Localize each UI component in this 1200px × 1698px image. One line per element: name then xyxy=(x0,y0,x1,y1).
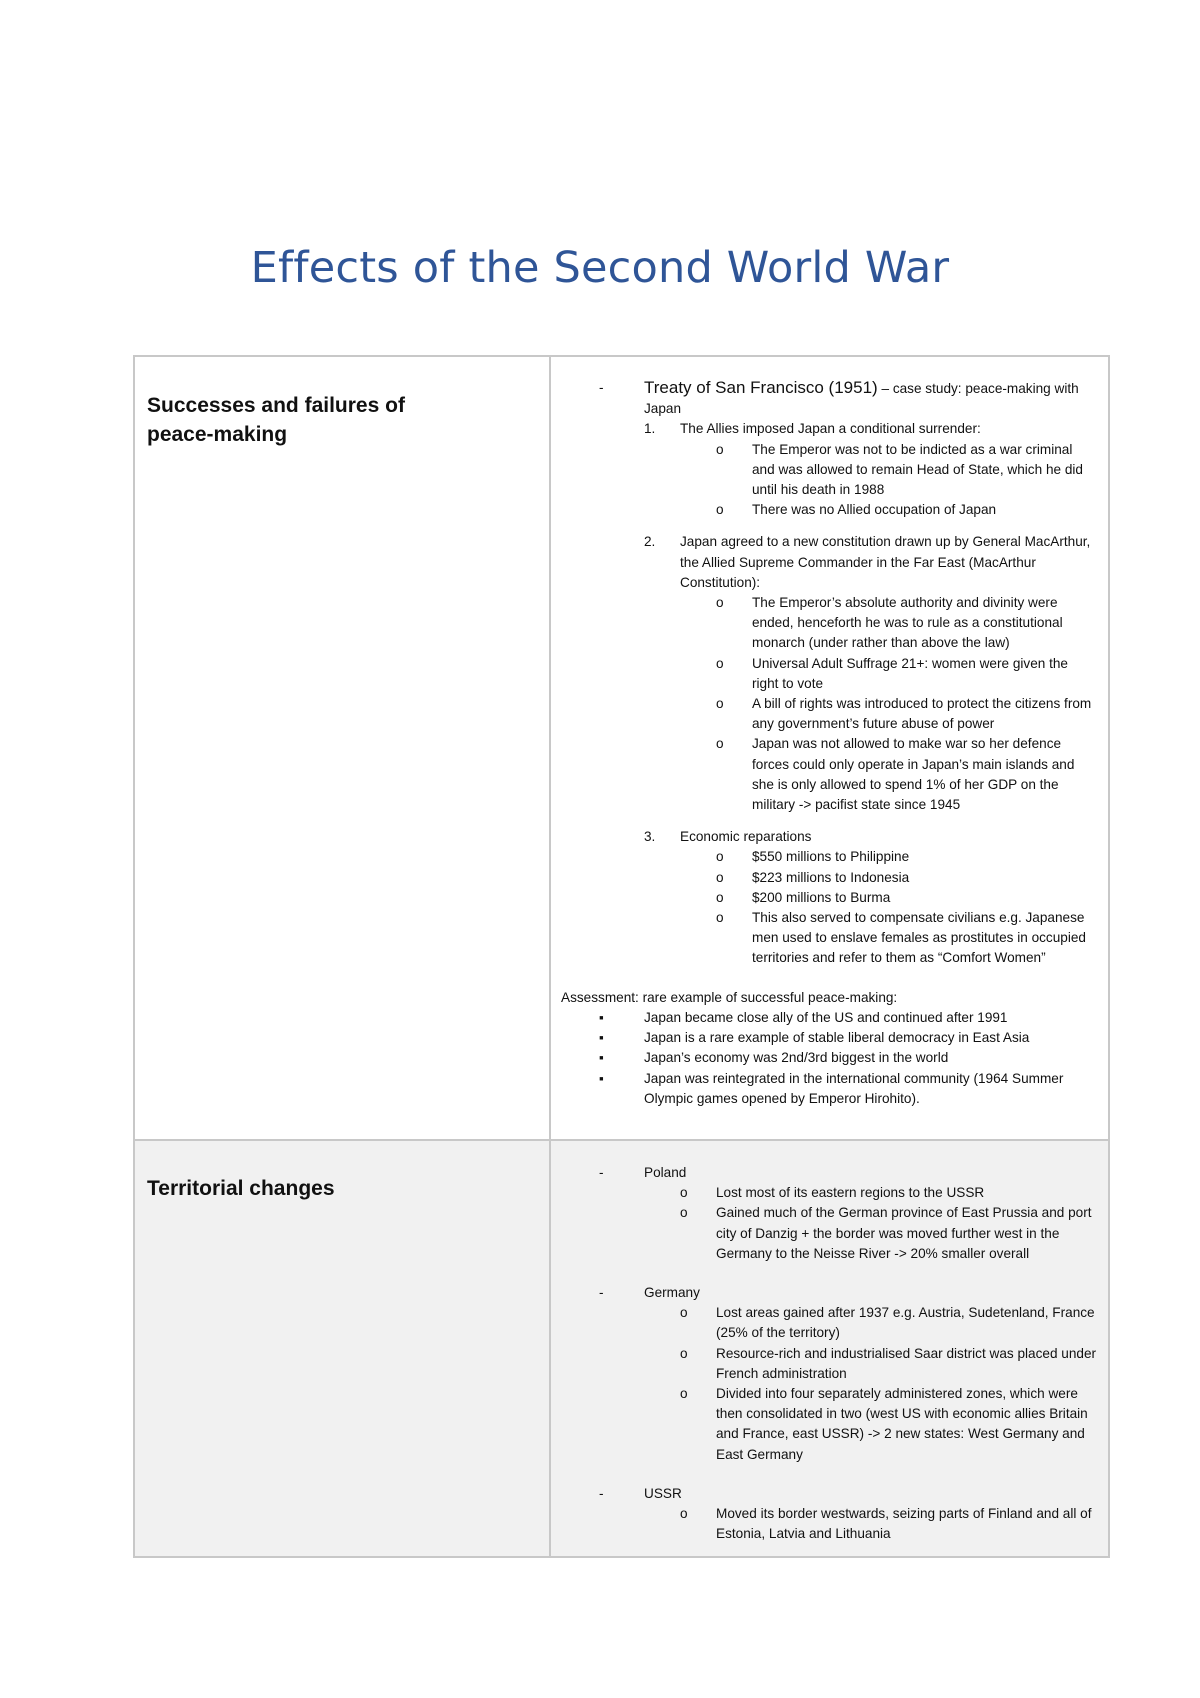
item-text: Japan was not allowed to make war so her defence forces could only operate in Japan’s main islands and she is only allowed to spend 1% of her GDP on the military -> pacifist state since 1945 xyxy=(752,736,1075,813)
treaty-name: Treaty of San Francisco (1951) xyxy=(644,378,878,397)
list-item xyxy=(716,500,1098,520)
item-text: A bill of rights was introduced to protect the citizens from any government’s future abuse of power xyxy=(752,696,1092,732)
list-item xyxy=(716,868,1098,888)
item-text: $550 millions to Philippine xyxy=(752,849,910,865)
row-content-cell xyxy=(550,356,1109,1140)
item-text: Gained much of the German province of East Prussia and port city of Danzig + the border was moved further west in the Germany to the Neisse River -> 20% smaller overall xyxy=(716,1205,1092,1261)
table-row xyxy=(134,1140,1109,1557)
list-item xyxy=(716,908,1098,969)
list-item xyxy=(680,1384,1098,1465)
numbered-item xyxy=(644,827,1098,847)
item-text: Japan was reintegrated in the international community (1964 Summer Olympic games opened by Emperor Hirohito). xyxy=(644,1070,1064,1106)
item-number: 3. xyxy=(644,829,656,845)
list-item xyxy=(599,1069,1098,1109)
numbered-item xyxy=(644,532,1098,593)
item-number: 1. xyxy=(644,421,656,437)
item-text: Japan agreed to a new constitution drawn up by General MacArthur, the Allied Supreme Commander in the Far East (MacArthur Constitution): xyxy=(680,534,1091,590)
list-item xyxy=(716,888,1098,908)
dash-bullet: - xyxy=(599,1285,604,1301)
circle-bullet: o xyxy=(716,655,724,671)
assessment-heading: Assessment: rare example of successful peace-making: xyxy=(561,989,898,1005)
country-name: Germany xyxy=(644,1285,700,1301)
item-text: Lost areas gained after 1937 e.g. Austria, Sudetenland, France (25% of the territory) xyxy=(716,1305,1095,1341)
circle-bullet: o xyxy=(716,869,724,885)
item-text: Universal Adult Suffrage 21+: women were given the right to vote xyxy=(752,655,1068,691)
item-text: Resource-rich and industrialised Saar district was placed under French administration xyxy=(716,1345,1097,1381)
peace-making-content xyxy=(551,357,1108,1121)
list-item xyxy=(716,440,1098,501)
item-text: Economic reparations xyxy=(680,829,812,845)
list-item xyxy=(599,1028,1098,1048)
list-item xyxy=(680,1183,1098,1203)
country-name: USSR xyxy=(644,1485,682,1501)
list-item xyxy=(680,1303,1098,1343)
square-bullet: ▪ xyxy=(599,1070,604,1086)
item-text: There was no Allied occupation of Japan xyxy=(752,502,997,518)
list-item xyxy=(716,734,1098,815)
circle-bullet: o xyxy=(680,1185,688,1201)
circle-bullet: o xyxy=(716,441,724,457)
item-text: Japan became close ally of the US and continued after 1991 xyxy=(644,1009,1008,1025)
list-item xyxy=(599,1163,1098,1183)
territorial-content xyxy=(551,1141,1108,1556)
list-item xyxy=(599,1048,1098,1068)
list-item xyxy=(680,1344,1098,1384)
row-heading-cell xyxy=(134,356,550,1140)
page-title: Effects of the Second World War xyxy=(250,243,950,293)
circle-bullet: o xyxy=(680,1305,688,1321)
dash-bullet: - xyxy=(599,1165,604,1180)
dash-bullet: - xyxy=(599,1485,604,1501)
list-item xyxy=(716,847,1098,867)
list-item xyxy=(599,1484,1098,1504)
list-item xyxy=(716,593,1098,654)
item-text: This also served to compensate civilians e.g. Japanese men used to enslave females as prostitutes in occupied territories and refer to them as “Comfort Women” xyxy=(752,910,1086,966)
list-item xyxy=(599,1008,1098,1028)
item-text: Japan is a rare example of stable liberal democracy in East Asia xyxy=(644,1030,1030,1046)
circle-bullet: o xyxy=(680,1506,688,1522)
numbered-item xyxy=(644,419,1098,439)
list-item xyxy=(680,1504,1098,1544)
circle-bullet: o xyxy=(716,696,724,712)
list-item xyxy=(680,1203,1098,1264)
item-text: The Emperor’s absolute authority and divinity were ended, henceforth he was to rule as a constitutional monarch (under rather than above the law) xyxy=(752,595,1063,651)
list-item xyxy=(716,654,1098,694)
list-item xyxy=(716,694,1098,734)
square-bullet: ▪ xyxy=(599,1030,604,1046)
country-name: Poland xyxy=(644,1165,687,1180)
item-text: Divided into four separately administered zones, which were then consolidated in two (west US with economic allies Britain and France, east USSR) -> 2 new states: West Germany and East Germany xyxy=(716,1386,1088,1462)
square-bullet: ▪ xyxy=(599,1009,604,1025)
row-heading: Successes and failures of peace-making xyxy=(147,394,405,446)
item-number: 2. xyxy=(644,534,656,550)
circle-bullet: o xyxy=(680,1386,688,1402)
item-text: Moved its border westwards, seizing parts of Finland and all of Estonia, Latvia and Lithuania xyxy=(716,1506,1092,1542)
circle-bullet: o xyxy=(716,889,724,905)
circle-bullet: o xyxy=(716,595,724,611)
item-text: $223 millions to Indonesia xyxy=(752,869,910,885)
circle-bullet: o xyxy=(680,1205,688,1221)
notes-table xyxy=(133,355,1110,1558)
circle-bullet: o xyxy=(716,849,724,865)
circle-bullet: o xyxy=(680,1345,688,1361)
circle-bullet: o xyxy=(716,910,724,926)
row-content-cell xyxy=(550,1140,1109,1557)
dash-bullet: - xyxy=(599,380,604,395)
table-row xyxy=(134,356,1109,1140)
circle-bullet: o xyxy=(716,502,724,518)
item-text: The Allies imposed Japan a conditional surrender: xyxy=(680,421,981,437)
square-bullet: ▪ xyxy=(599,1050,604,1066)
list-item xyxy=(599,378,1098,419)
item-text: $200 millions to Burma xyxy=(752,889,891,905)
circle-bullet: o xyxy=(716,736,724,752)
item-text: The Emperor was not to be indicted as a war criminal and was allowed to remain Head of State, which he did until his death in 1988 xyxy=(752,441,1083,498)
treaty-subtitle: – case study: peace-making with Japan xyxy=(644,381,1079,417)
list-item xyxy=(599,1283,1098,1303)
item-text: Lost most of its eastern regions to the USSR xyxy=(716,1185,985,1201)
item-text: Japan’s economy was 2nd/3rd biggest in the world xyxy=(644,1050,949,1066)
row-heading: Territorial changes xyxy=(147,1177,335,1200)
row-heading-cell xyxy=(134,1140,550,1557)
